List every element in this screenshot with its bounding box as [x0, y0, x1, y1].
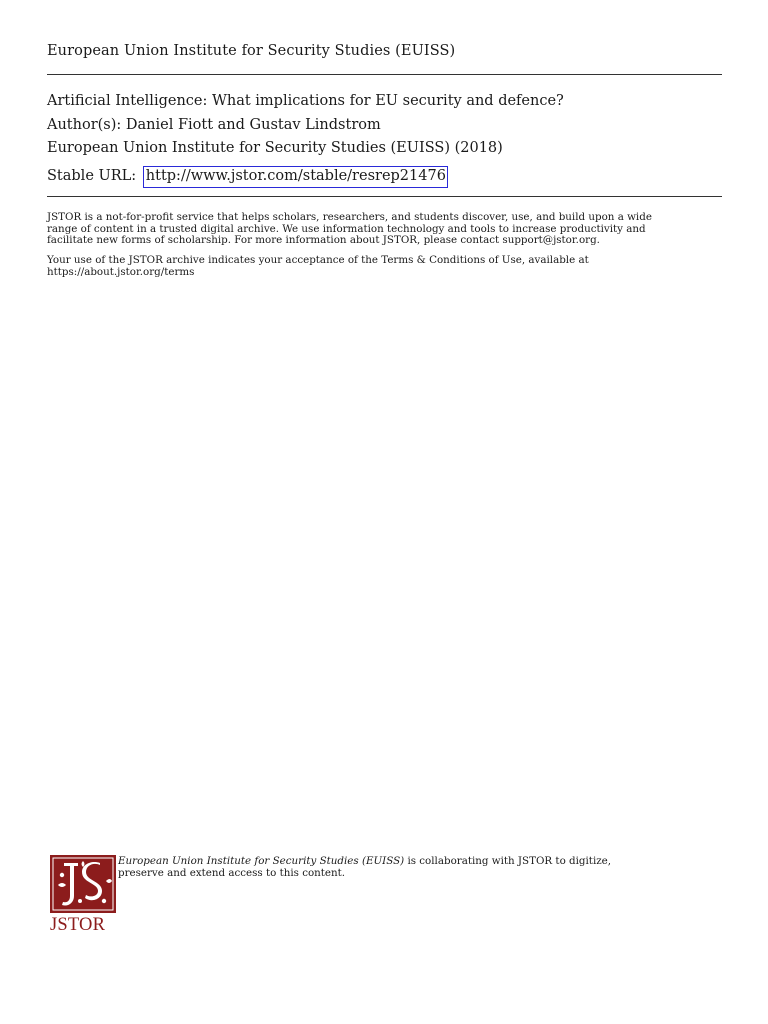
- bottom-divider: [47, 196, 722, 197]
- footer: [50, 855, 730, 945]
- article-source: European Union Institute for Security Studies (EUISS) (2018): [47, 140, 503, 156]
- jstor-wordmark: JSTOR: [50, 915, 106, 935]
- article-title: Artificial Intelligence: What implications for EU security and defence?: [47, 93, 564, 109]
- stable-url-link[interactable]: http://www.jstor.com/stable/resrep21476: [143, 166, 448, 188]
- jstor-about-paragraph: [47, 212, 727, 247]
- publisher-name: European Union Institute for Security Studies (EUISS): [47, 43, 456, 59]
- terms-url[interactable]: https://about.jstor.org/terms: [47, 265, 195, 278]
- terms-paragraph: [47, 255, 727, 278]
- about-line: facilitate new forms of scholarship. For more information about JSTOR, please contact support@jstor.org.: [47, 234, 600, 246]
- stable-url-label: Stable URL:: [47, 168, 137, 184]
- footer-notice: [118, 855, 718, 879]
- jstor-emblem-icon: [50, 855, 116, 913]
- article-authors: Author(s): Daniel Fiott and Gustav Lindstrom: [47, 117, 381, 133]
- top-divider: [47, 74, 722, 75]
- jstor-logo: [50, 855, 116, 937]
- about-line: JSTOR is a not-for-profit service that helps scholars, researchers, and students discover, use, and build upon a wide: [47, 211, 652, 223]
- stable-url-row: [47, 166, 448, 188]
- footer-line-1-rest: is collaborating with JSTOR to digitize,: [404, 855, 612, 867]
- about-line: range of content in a trusted digital archive. We use information technology and tools to increase productivity and: [47, 222, 646, 235]
- terms-line: Your use of the JSTOR archive indicates your acceptance of the Terms & Conditions of Use, available at: [47, 254, 589, 266]
- footer-line-1: [118, 855, 718, 867]
- partner-name: European Union Institute for Security Studies (EUISS): [118, 855, 405, 867]
- footer-line-2: preserve and extend access to this content.: [118, 867, 346, 879]
